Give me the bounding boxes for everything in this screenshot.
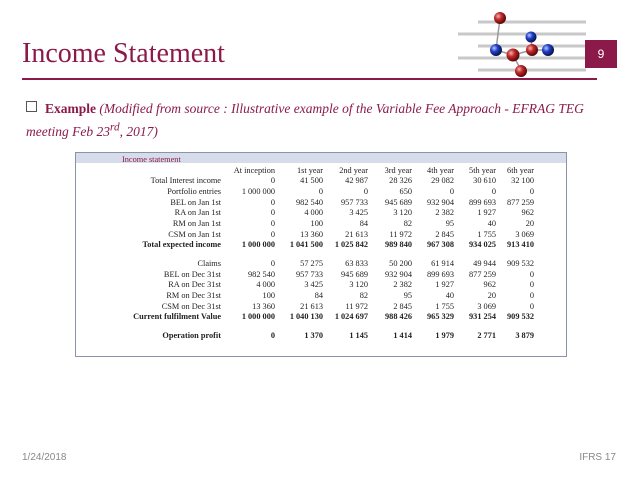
table-cell: 40	[487, 218, 496, 228]
table-cell: 82	[359, 291, 368, 301]
table-row	[76, 290, 534, 301]
column-header: 3rd year	[384, 165, 412, 175]
row-label: BEL on Jan 1st	[170, 197, 221, 207]
footer-label: IFRS 17	[579, 452, 616, 463]
sphere-blue-icon	[490, 44, 502, 56]
row-label: Current fulfilment Value	[133, 312, 221, 322]
row-label: RA on Dec 31st	[168, 280, 221, 290]
table-cell: 3 425	[349, 208, 368, 218]
table-cell: 962	[521, 208, 534, 218]
table-cell: 41 500	[300, 176, 323, 186]
table-row	[76, 280, 534, 291]
table-row	[76, 330, 534, 341]
table-cell: 1 755	[477, 229, 496, 239]
table-cell: 3 120	[393, 208, 412, 218]
table-cell: 932 904	[385, 269, 412, 279]
table-cell: 0	[270, 259, 275, 269]
sphere-red-icon	[494, 12, 506, 24]
table-row	[76, 269, 534, 280]
table-cell: 30 610	[473, 176, 496, 186]
table-caption-row	[76, 154, 534, 165]
table-cell: 0	[270, 208, 275, 218]
table-cell: 2 771	[477, 331, 496, 341]
footer-date: 1/24/2018	[22, 452, 67, 463]
income-statement-table	[76, 154, 534, 341]
table-cell: 899 693	[427, 269, 454, 279]
molecule-bars	[458, 22, 586, 70]
table-cell: 13 360	[252, 301, 275, 311]
table-cell: 4 000	[304, 208, 323, 218]
sphere-red-icon	[526, 44, 538, 56]
table-cell: 32 100	[511, 176, 534, 186]
table-cell: 982 540	[248, 269, 275, 279]
table-cell: 1 000 000	[241, 312, 275, 322]
column-header: 4th year	[427, 165, 454, 175]
table-cell: 61 914	[431, 259, 454, 269]
row-label: RA on Jan 1st	[174, 208, 221, 218]
table-cell: 2 382	[393, 280, 412, 290]
table-cell: 913 410	[507, 240, 534, 250]
table-cell: 0	[270, 197, 275, 207]
table-cell: 0	[318, 186, 323, 196]
row-label: Portfolio entries	[167, 186, 221, 196]
table-cell: 49 944	[473, 259, 496, 269]
table-cell: 20	[487, 291, 496, 301]
table-cell: 0	[529, 301, 534, 311]
header-blank	[76, 165, 225, 176]
table-cell: 0	[449, 186, 454, 196]
table-cell: 0	[270, 229, 275, 239]
sphere-red-icon	[515, 65, 527, 77]
table-cell: 0	[529, 291, 534, 301]
table-cell: 877 259	[469, 269, 496, 279]
sphere-blue-icon	[542, 44, 554, 56]
spacer-row	[76, 250, 534, 258]
table-row	[76, 175, 534, 186]
table-cell: 1 755	[435, 301, 454, 311]
table-cell: 1 414	[393, 331, 412, 341]
table-cell: 877 259	[507, 197, 534, 207]
table-cell: 28 326	[389, 176, 412, 186]
table-row	[76, 218, 534, 229]
table-row	[76, 240, 534, 251]
table-cell: 100	[262, 291, 275, 301]
table-cell: 988 426	[385, 312, 412, 322]
table-cell: 11 972	[345, 301, 368, 311]
table-cell: 3 425	[304, 280, 323, 290]
table-cell: 2 845	[435, 229, 454, 239]
column-header: 5th year	[469, 165, 496, 175]
table-cell: 965 329	[427, 312, 454, 322]
table-cell: 82	[403, 218, 412, 228]
table-cell: 931 254	[469, 312, 496, 322]
table-cell: 0	[529, 186, 534, 196]
table-cell: 967 308	[427, 240, 454, 250]
table-cell: 1 927	[435, 280, 454, 290]
row-label: Total Interest income	[150, 176, 221, 186]
table-cell: 932 904	[427, 197, 454, 207]
column-header: At inception	[233, 165, 275, 175]
sphere-red-icon	[507, 49, 520, 62]
table-cell: 0	[529, 280, 534, 290]
row-label: BEL on Dec 31st	[163, 269, 221, 279]
table-cell: 1 000 000	[241, 186, 275, 196]
table-cell: 989 840	[385, 240, 412, 250]
table-cell: 1 000 000	[241, 240, 275, 250]
table-cell: 945 689	[341, 269, 368, 279]
table-cell: 957 733	[296, 269, 323, 279]
table-cell: 909 532	[507, 259, 534, 269]
table-row	[76, 301, 534, 312]
table-cell: 3 069	[477, 301, 496, 311]
table-cell: 20	[525, 218, 534, 228]
table-cell: 1 370	[304, 331, 323, 341]
table-cell: 13 360	[300, 229, 323, 239]
table-cell: 2 845	[393, 301, 412, 311]
table-cell: 899 693	[469, 197, 496, 207]
table-cell: 945 689	[385, 197, 412, 207]
table-cell: 21 613	[300, 301, 323, 311]
table-caption: Income statement	[122, 154, 181, 164]
table-cell: 0	[529, 269, 534, 279]
table-cell: 0	[270, 331, 275, 341]
table-cell: 11 972	[389, 229, 412, 239]
table-cell: 982 540	[296, 197, 323, 207]
table-cell: 21 613	[345, 229, 368, 239]
sphere-blue-icon	[526, 32, 537, 43]
row-label: RM on Jan 1st	[172, 218, 221, 228]
table-cell: 1 040 130	[289, 312, 323, 322]
table-cell: 63 833	[345, 259, 368, 269]
row-label: CSM on Dec 31st	[161, 301, 221, 311]
table-cell: 0	[270, 176, 275, 186]
molecule-logo-icon	[448, 10, 588, 78]
table-cell: 4 000	[256, 280, 275, 290]
table-cell: 934 025	[469, 240, 496, 250]
table-cell: 100	[310, 218, 323, 228]
table-cell: 1 979	[435, 331, 454, 341]
table-row	[76, 207, 534, 218]
column-header: 2nd year	[339, 165, 368, 175]
table-row	[76, 186, 534, 197]
bullet-lead: Example	[45, 101, 97, 116]
table-cell: 84	[359, 218, 368, 228]
income-statement-panel	[75, 152, 567, 357]
table-cell: 1 024 697	[334, 312, 368, 322]
table-cell: 42 987	[345, 176, 368, 186]
table-cell: 1 927	[477, 208, 496, 218]
table-cell: 962	[483, 280, 496, 290]
table-cell: 40	[445, 291, 454, 301]
table-cell: 650	[399, 186, 412, 196]
spacer-row	[76, 322, 534, 330]
table-cell: 2 382	[435, 208, 454, 218]
example-bullet	[26, 99, 606, 141]
table-cell: 1 025 842	[334, 240, 368, 250]
table-cell: 84	[314, 291, 323, 301]
table-cell: 50 200	[389, 259, 412, 269]
table-cell: 0	[270, 218, 275, 228]
table-row	[76, 312, 534, 323]
page-number-badge: 9	[585, 40, 617, 68]
row-label: Total expected income	[142, 240, 221, 250]
table-row	[76, 258, 534, 269]
row-label: Claims	[197, 259, 221, 269]
table-cell: 909 532	[507, 312, 534, 322]
column-header: 1st year	[296, 165, 323, 175]
row-label: Operation profit	[162, 331, 221, 341]
column-header: 6th year	[507, 165, 534, 175]
row-label: CSM on Jan 1st	[168, 229, 221, 239]
bullet-source: (Modified from source : Illustrative example of the Variable Fee Approach - EFRAG TEG meeting Feb 23rd, 2017)	[26, 101, 584, 139]
table-cell: 29 082	[431, 176, 454, 186]
table-cell: 95	[403, 291, 412, 301]
table-cell: 957 733	[341, 197, 368, 207]
table-cell: 1 041 500	[289, 240, 323, 250]
table-cell: 95	[445, 218, 454, 228]
table-header-row	[76, 165, 534, 176]
table-row	[76, 197, 534, 208]
title-divider	[22, 78, 597, 80]
checkbox-bullet-icon	[26, 101, 37, 112]
table-cell: 0	[363, 186, 368, 196]
table-cell: 3 120	[349, 280, 368, 290]
table-cell: 1 145	[349, 331, 368, 341]
table-cell: 3 879	[515, 331, 534, 341]
table-cell: 3 069	[515, 229, 534, 239]
table-cell: 57 275	[300, 259, 323, 269]
table-cell: 0	[491, 186, 496, 196]
row-label: RM on Dec 31st	[166, 291, 221, 301]
slide-title: Income Statement	[22, 38, 225, 69]
table-row	[76, 229, 534, 240]
